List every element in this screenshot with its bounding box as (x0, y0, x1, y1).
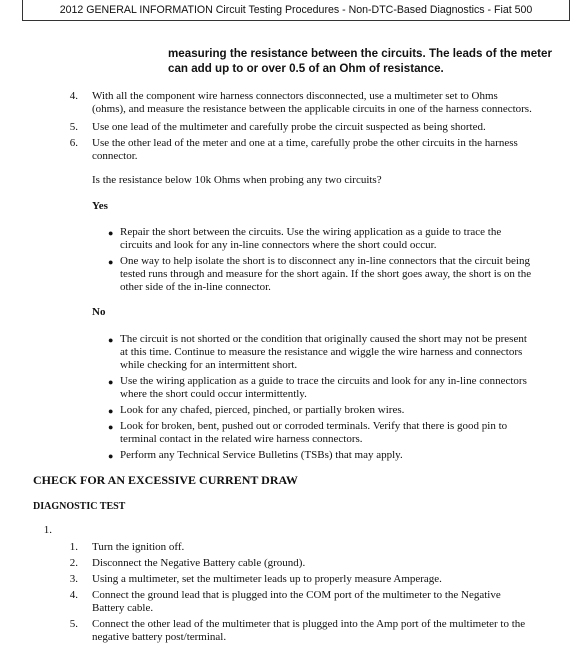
bullet-icon: ● (108, 406, 114, 416)
step-text-line: connector. (92, 150, 138, 162)
step-number: 4. (69, 589, 78, 601)
bullet-icon: ● (108, 451, 114, 461)
step-text-line: With all the component wire harness connectors disconnected, use a multimeter set to Ohms (92, 90, 498, 102)
question-text: Is the resistance below 10k Ohms when probing any two circuits? (92, 174, 382, 186)
outer-step-number: 1. (43, 524, 52, 536)
bullet-text-line: Repair the short between the circuits. Use the wiring application as a guide to trace the (120, 226, 502, 238)
bullet-text-line: where the short could occur intermittently. (120, 388, 307, 400)
step-text-line: Connect the ground lead that is plugged into the COM port of the multimeter to the Negative (92, 589, 501, 601)
step-text-line: Use one lead of the multimeter and carefully probe the circuit suspected as being shorted. (92, 121, 486, 133)
subsection-title: DIAGNOSTIC TEST (33, 501, 126, 512)
bullet-text-line: other side of the in-line connector. (120, 281, 271, 293)
bullet-text-line: terminal contact in the related wire harness connectors. (120, 433, 363, 445)
yes-label: Yes (92, 200, 108, 212)
no-label: No (92, 306, 106, 318)
bullet-icon: ● (108, 228, 114, 238)
step-number: 2. (69, 557, 78, 569)
step-number: 6. (69, 137, 78, 149)
step-text-line: Using a multimeter, set the multimeter leads up to properly measure Amperage. (92, 573, 442, 585)
section-title: CHECK FOR AN EXCESSIVE CURRENT DRAW (33, 473, 298, 487)
step-text-line: Disconnect the Negative Battery cable (ground). (92, 557, 306, 569)
bullet-text-line: at this time. Continue to measure the resistance and wiggle the wire harness and connectors (120, 346, 523, 358)
bullet-text-line: Perform any Technical Service Bulletins (TSBs) that may apply. (120, 449, 403, 461)
step-number: 5. (69, 618, 78, 630)
bullet-text-line: One way to help isolate the short is to disconnect any in-line connectors that the circuit being (120, 255, 530, 267)
bullet-text-line: while checking for an intermittent short. (120, 359, 298, 371)
bullet-text-line: circuits and look for any in-line connectors where the short could occur. (120, 239, 437, 251)
bullet-icon: ● (108, 422, 114, 432)
step-text-line: Turn the ignition off. (92, 541, 185, 553)
bullet-text-line: tested runs through and measure for the short again. If the short goes away, the short is on the (120, 268, 532, 280)
page-header: 2012 GENERAL INFORMATION Circuit Testing Procedures - Non-DTC-Based Diagnostics - Fiat 500 (22, 0, 570, 21)
step-number: 3. (69, 573, 78, 585)
resistance-note: measuring the resistance between the circuits. The leads of the meter can add up to or over 0.5 of an Ohm of resistance. (168, 47, 553, 75)
bullet-text-line: Use the wiring application as a guide to trace the circuits and look for any in-line connectors (120, 375, 527, 387)
step-number: 4. (69, 90, 78, 102)
step-text-line: negative battery post/terminal. (92, 631, 227, 643)
bullet-text-line: Look for any chafed, pierced, pinched, or partially broken wires. (120, 404, 405, 416)
bullet-icon: ● (108, 335, 114, 345)
bullet-text-line: Look for broken, bent, pushed out or corroded terminals. Verify that there is good pin to (120, 420, 508, 432)
step-text-line: (ohms), and measure the resistance between the applicable circuits in one of the harness connectors. (92, 103, 532, 115)
step-text-line: Use the other lead of the meter and one at a time, carefully probe the other circuits in the harness (92, 137, 518, 149)
step-text-line: Connect the other lead of the multimeter that is plugged into the Amp port of the multimeter to the (92, 618, 526, 630)
step-number: 5. (69, 121, 78, 133)
step-text-line: Battery cable. (92, 602, 154, 614)
step-number: 1. (69, 541, 78, 553)
bullet-text-line: The circuit is not shorted or the condition that originally caused the short may not be present (120, 333, 527, 345)
bullet-icon: ● (108, 257, 114, 267)
bullet-icon: ● (108, 377, 114, 387)
